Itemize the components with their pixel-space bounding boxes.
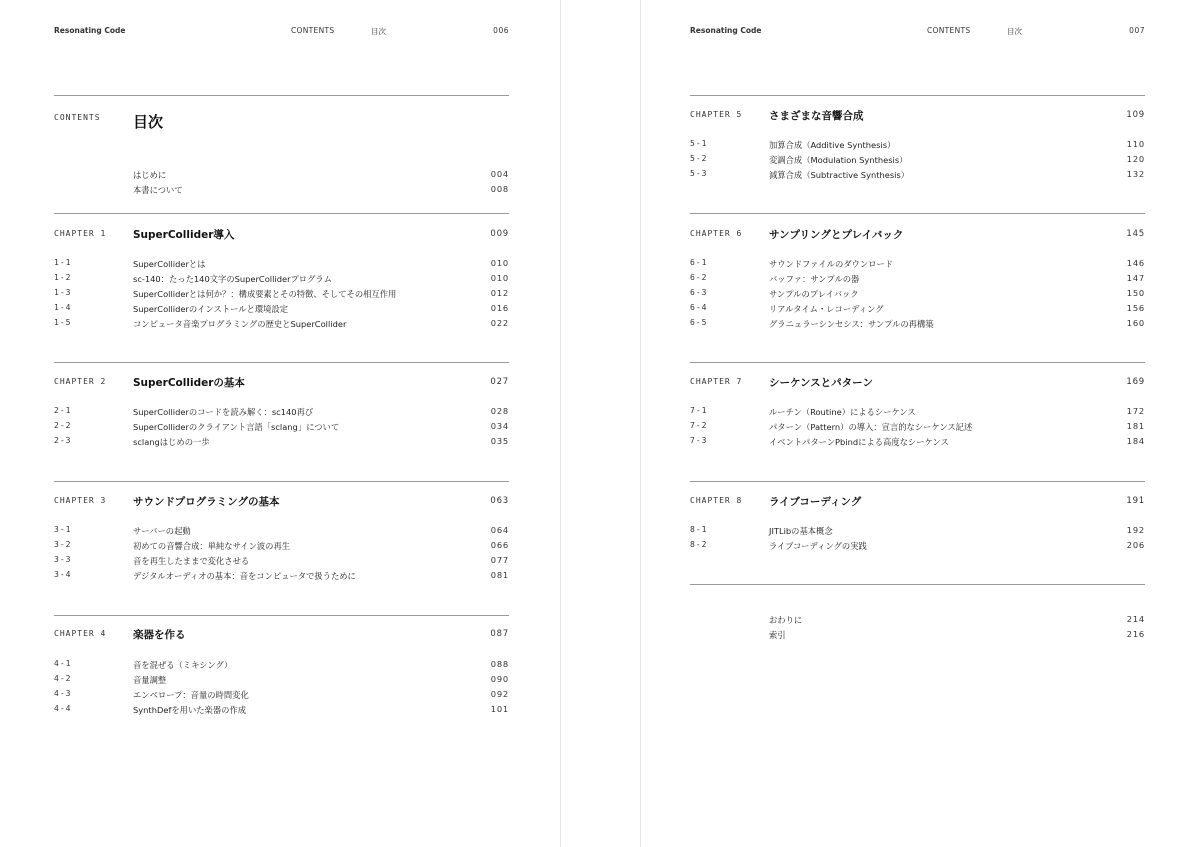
section-number: 6-3 [690, 288, 708, 297]
section-page: 156 [1126, 303, 1145, 313]
section-number: 5-3 [690, 169, 708, 178]
section-page: 110 [1126, 139, 1145, 149]
chapter-title[interactable]: サンプリングとプレイバック [769, 229, 904, 241]
section-title[interactable]: sc-140：たった140文字のSuperColliderプログラム [133, 274, 332, 284]
back-matter-page: 214 [1126, 614, 1145, 624]
section-title[interactable]: SuperColliderとは [133, 259, 206, 269]
section-page: 181 [1126, 421, 1145, 431]
section-title[interactable]: 変調合成（Modulation Synthesis） [769, 155, 908, 165]
section-number: 3-4 [54, 570, 72, 579]
section-title[interactable]: グラニュラーシンセシス：サンプルの再構築 [769, 319, 934, 329]
section-title[interactable]: sclangはじめの一歩 [133, 437, 210, 447]
section-title[interactable]: サウンドファイルのダウンロード [769, 259, 894, 269]
section-number: 4-1 [54, 659, 72, 668]
section-title[interactable]: SuperColliderのインストールと環境設定 [133, 304, 289, 314]
chapter-label: CHAPTER 6 [690, 229, 743, 238]
section-page: 081 [490, 570, 509, 580]
section-number: 5-2 [690, 154, 708, 163]
section-number: 4-2 [54, 674, 72, 683]
section-page: 066 [490, 540, 509, 550]
back-matter-page: 216 [1126, 629, 1145, 639]
section-number: 6-4 [690, 303, 708, 312]
chapter-title[interactable]: さまざまな音響合成 [769, 110, 864, 122]
toc-right [690, 0, 1145, 847]
divider-rule [54, 615, 509, 616]
chapter-page: 009 [490, 229, 509, 239]
section-title[interactable]: SuperColliderのクライアント言語「sclang」について [133, 422, 340, 432]
divider-rule [690, 362, 1145, 363]
chapter-label: CHAPTER 8 [690, 496, 743, 505]
page-edge [560, 0, 561, 847]
chapter-title[interactable]: シーケンスとパターン [769, 377, 873, 389]
section-page: 150 [1126, 288, 1145, 298]
section-title[interactable]: デジタルオーディオの基本：音をコンピュータで扱うために [133, 571, 356, 581]
section-title[interactable]: バッファ：サンプルの器 [769, 274, 860, 284]
chapter-label: CHAPTER 2 [54, 377, 107, 386]
chapter-title[interactable]: SuperCollider導入 [133, 229, 235, 241]
section-page: 077 [490, 555, 509, 565]
chapter-page: 063 [490, 496, 509, 506]
section-number: 3-3 [54, 555, 72, 564]
section-page: 206 [1126, 540, 1145, 550]
section-title[interactable]: 音を再生したままで変化させる [133, 556, 250, 566]
chapter-title[interactable]: SuperColliderの基本 [133, 377, 245, 389]
section-number: 1-2 [54, 273, 72, 282]
section-title[interactable]: パターン（Pattern）の導入：宣言的なシーケンス記述 [769, 422, 973, 432]
chapter-page: 169 [1126, 377, 1145, 387]
chapter-page: 109 [1126, 110, 1145, 120]
section-page: 010 [490, 258, 509, 268]
section-number: 3-1 [54, 525, 72, 534]
front-matter-title[interactable]: はじめに [133, 170, 167, 180]
section-page: 016 [490, 303, 509, 313]
section-number: 2-3 [54, 436, 72, 445]
section-title[interactable]: イベントパターンPbindによる高度なシーケンス [769, 437, 949, 447]
chapter-label: CHAPTER 1 [54, 229, 107, 238]
chapter-label: CHAPTER 3 [54, 496, 107, 505]
section-page: 192 [1126, 525, 1145, 535]
divider-rule [690, 481, 1145, 482]
section-number: 2-2 [54, 421, 72, 430]
chapter-title[interactable]: サウンドプログラミングの基本 [133, 496, 280, 508]
divider-rule [690, 213, 1145, 214]
section-title[interactable]: ルーチン（Routine）によるシーケンス [769, 407, 916, 417]
section-page: 035 [490, 436, 509, 446]
section-page: 146 [1126, 258, 1145, 268]
front-matter-page: 004 [490, 169, 509, 179]
section-page: 022 [490, 318, 509, 328]
chapter-page: 145 [1126, 229, 1145, 239]
header-section: CONTENTS [291, 26, 335, 35]
section-number: 6-1 [690, 258, 708, 267]
section-title[interactable]: サーバーの起動 [133, 526, 191, 536]
chapter-label: CHAPTER 5 [690, 110, 743, 119]
section-title[interactable]: 初めての音響合成：単純なサイン波の再生 [133, 541, 291, 551]
section-number: 7-3 [690, 436, 708, 445]
section-number: 7-2 [690, 421, 708, 430]
section-page: 147 [1126, 273, 1145, 283]
right-page [640, 0, 1200, 847]
chapter-title[interactable]: ライブコーディング [769, 496, 862, 508]
section-title[interactable]: 加算合成（Additive Synthesis） [769, 140, 896, 150]
section-number: 6-5 [690, 318, 708, 327]
book-title: Resonating Code [54, 26, 126, 35]
left-page [0, 0, 560, 847]
divider-rule [54, 362, 509, 363]
header-section: CONTENTS [927, 26, 971, 35]
section-page: 132 [1126, 169, 1145, 179]
front-matter-title[interactable]: 本書について [133, 185, 183, 195]
section-number: 7-1 [690, 406, 708, 415]
section-number: 1-3 [54, 288, 72, 297]
section-number: 4-3 [54, 689, 72, 698]
divider-rule [54, 481, 509, 482]
section-page: 092 [490, 689, 509, 699]
section-title[interactable]: JITLibの基本概念 [769, 526, 833, 536]
section-number: 1-1 [54, 258, 72, 267]
section-number: 1-5 [54, 318, 72, 327]
section-title[interactable]: SuperColliderのコードを読み解く：sc140再び [133, 407, 314, 417]
section-title[interactable]: ライブコーディングの実践 [769, 541, 867, 551]
section-page: 034 [490, 421, 509, 431]
page-number: 006 [493, 26, 509, 35]
divider-rule [690, 584, 1145, 585]
section-page: 064 [490, 525, 509, 535]
section-page: 160 [1126, 318, 1145, 328]
contents-label: CONTENTS [54, 113, 101, 122]
section-number: 3-2 [54, 540, 72, 549]
front-matter-page: 008 [490, 184, 509, 194]
section-number: 1-4 [54, 303, 72, 312]
section-title[interactable]: 減算合成（Subtractive Synthesis） [769, 170, 910, 180]
chapter-page: 191 [1126, 496, 1145, 506]
section-page: 010 [490, 273, 509, 283]
section-title[interactable]: コンピュータ音楽プログラミングの歴史とSuperCollider [133, 319, 347, 329]
section-title[interactable]: SynthDefを用いた楽器の作成 [133, 705, 247, 715]
section-page: 101 [490, 704, 509, 714]
chapter-page: 027 [490, 377, 509, 387]
section-title[interactable]: リアルタイム・レコーディング [769, 304, 884, 314]
section-number: 2-1 [54, 406, 72, 415]
header-section-jp: 目次 [1007, 27, 1022, 36]
section-page: 028 [490, 406, 509, 416]
contents-title: 目次 [133, 113, 164, 131]
section-title[interactable]: SuperColliderとは何か？：構成要素とその特徴、そしてその相互作用 [133, 289, 397, 299]
page-number: 007 [1129, 26, 1145, 35]
section-title[interactable]: エンベロープ：音量の時間変化 [133, 690, 249, 700]
back-matter-title[interactable]: おわりに [769, 615, 803, 625]
toc-left [54, 0, 509, 847]
divider-rule [54, 95, 509, 96]
section-page: 120 [1126, 154, 1145, 164]
back-matter-title[interactable]: 索引 [769, 630, 786, 640]
chapter-page: 087 [490, 629, 509, 639]
section-title[interactable]: サンプルのプレイバック [769, 289, 859, 299]
section-page: 172 [1126, 406, 1145, 416]
chapter-title[interactable]: 楽器を作る [133, 629, 186, 641]
chapter-label: CHAPTER 4 [54, 629, 107, 638]
section-number: 4-4 [54, 704, 72, 713]
header-section-jp: 目次 [371, 27, 386, 36]
book-title: Resonating Code [690, 26, 762, 35]
section-page: 184 [1126, 436, 1145, 446]
section-page: 012 [490, 288, 509, 298]
section-title[interactable]: 音量調整 [133, 675, 167, 685]
section-page: 090 [490, 674, 509, 684]
section-title[interactable]: 音を混ぜる（ミキシング） [133, 660, 233, 670]
chapter-label: CHAPTER 7 [690, 377, 743, 386]
section-number: 6-2 [690, 273, 708, 282]
section-number: 8-2 [690, 540, 708, 549]
section-page: 088 [490, 659, 509, 669]
divider-rule [690, 95, 1145, 96]
divider-rule [54, 213, 509, 214]
section-number: 5-1 [690, 139, 708, 148]
section-number: 8-1 [690, 525, 708, 534]
